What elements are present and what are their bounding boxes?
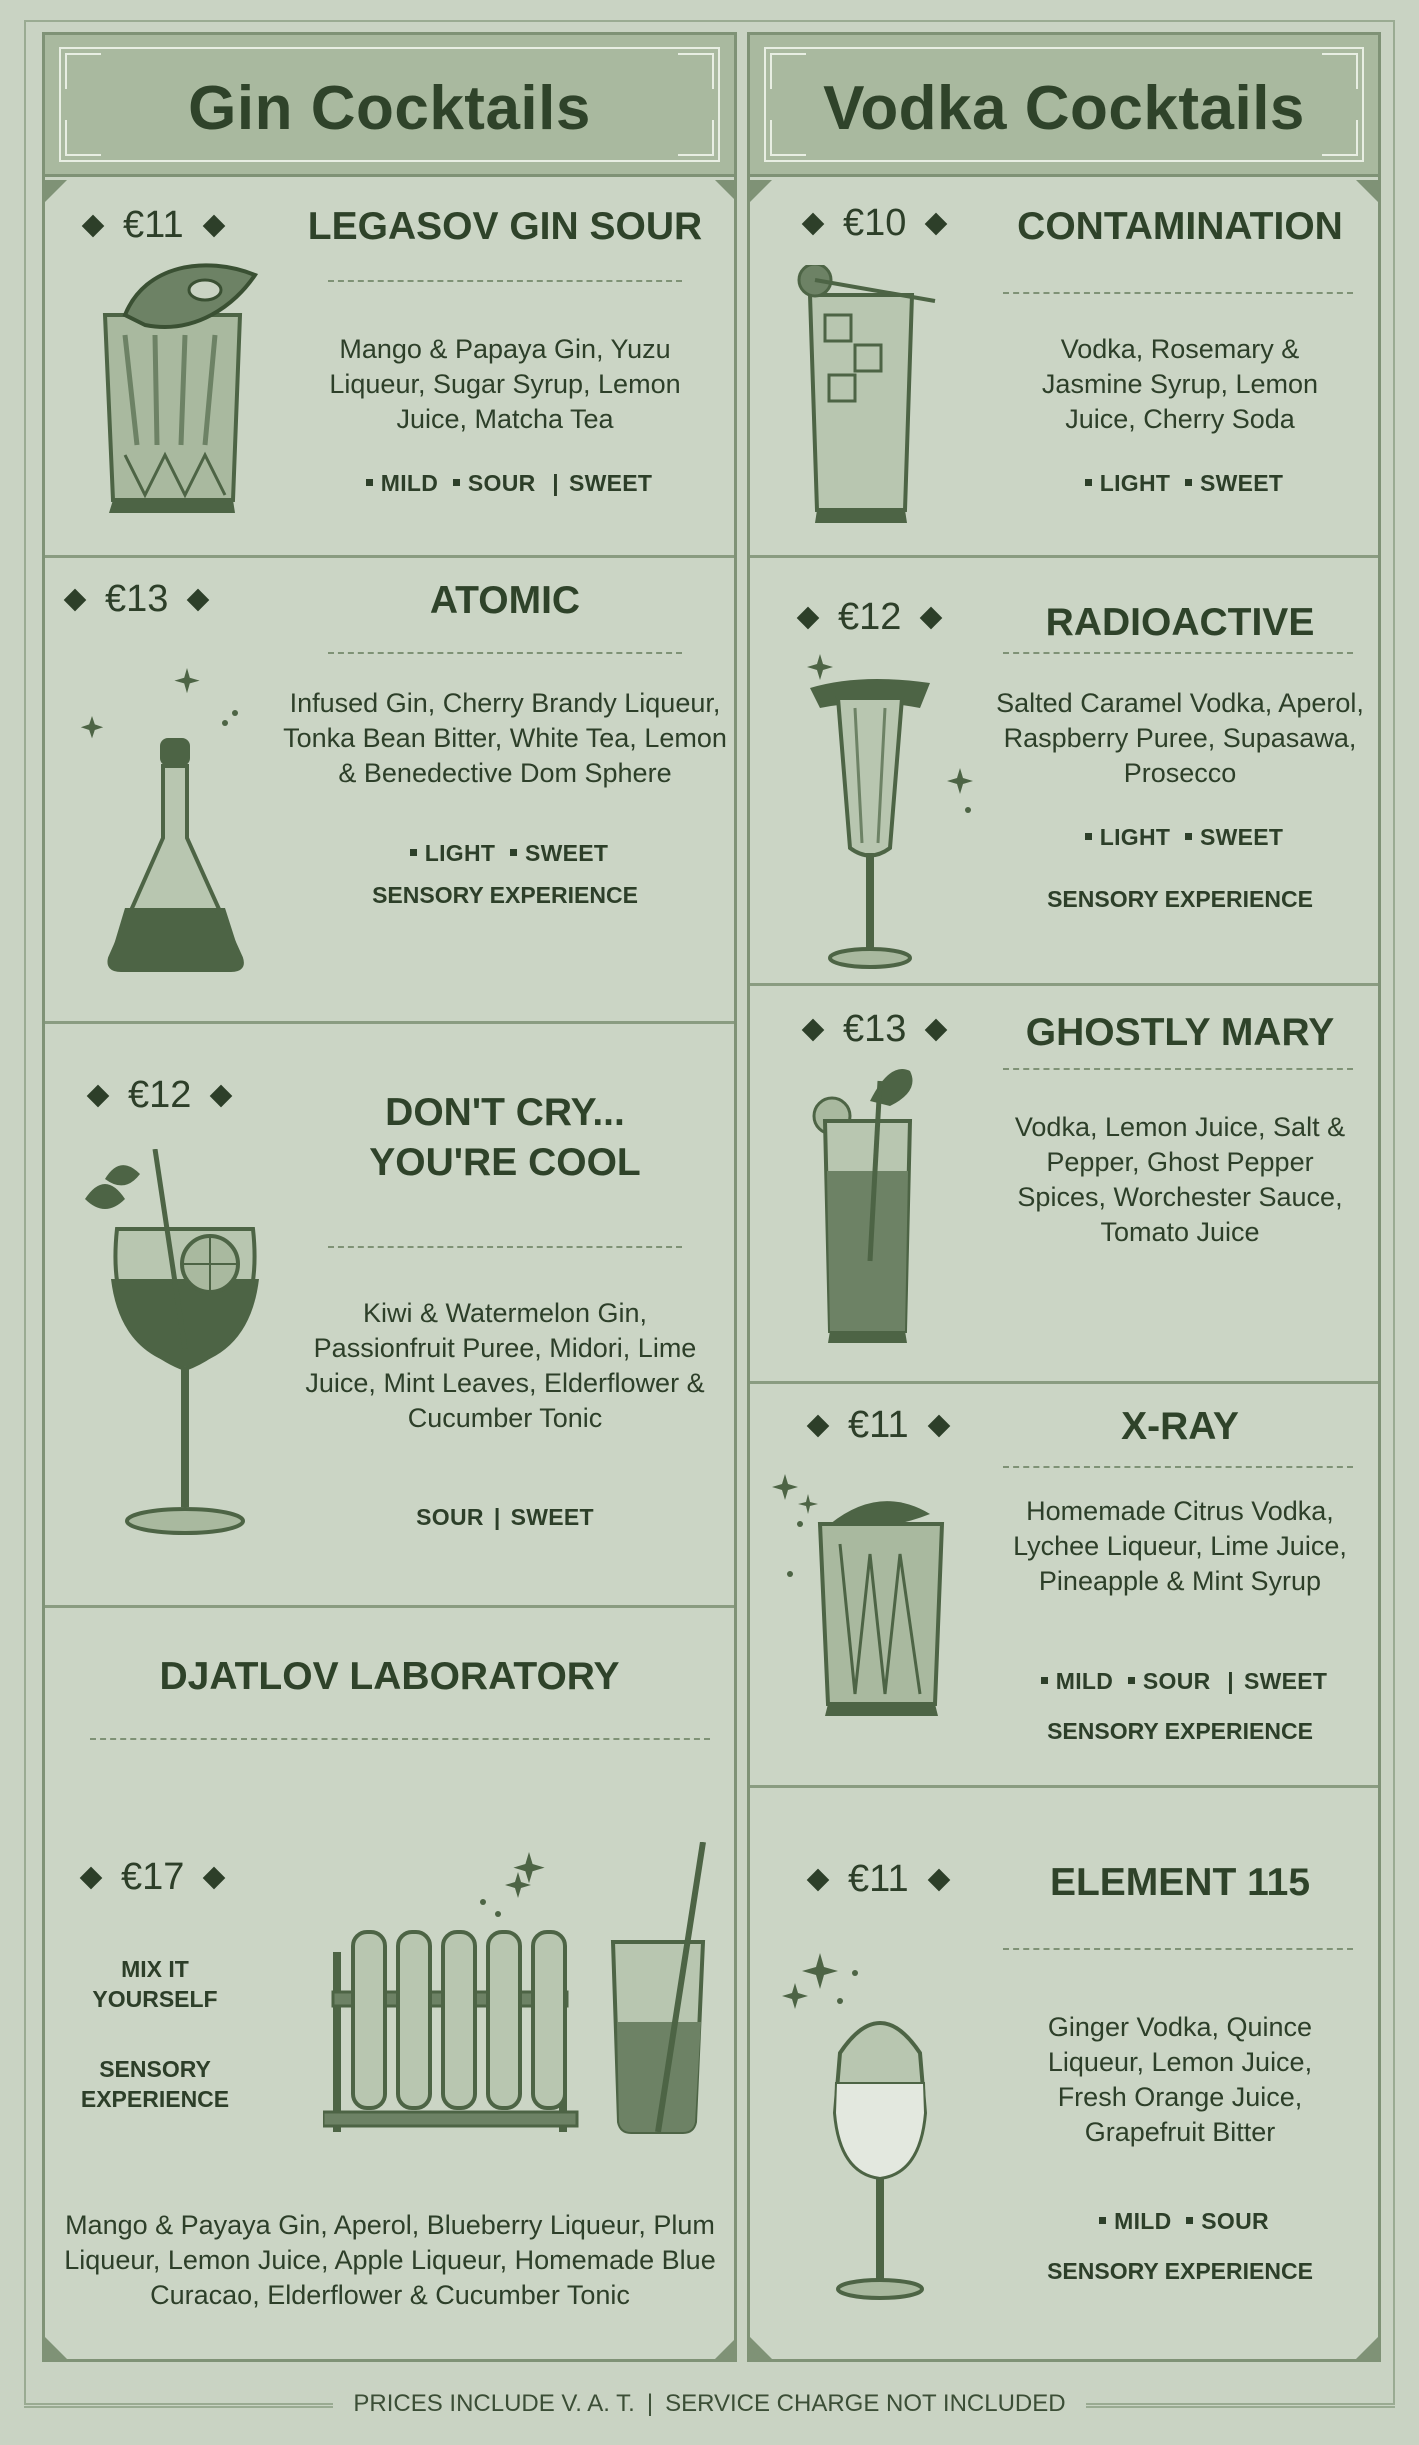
menu-item-atomic bbox=[45, 558, 734, 1024]
diamond-icon bbox=[210, 1084, 233, 1107]
taste-tags bbox=[990, 824, 1370, 851]
diamond-icon bbox=[925, 212, 948, 235]
taste-tags bbox=[285, 1504, 725, 1531]
tag: SWEET bbox=[1199, 470, 1284, 496]
sensory-label: SENSORY EXPERIENCE bbox=[1047, 1718, 1313, 1744]
diamond-icon bbox=[802, 1018, 825, 1041]
diamond-icon bbox=[807, 1414, 830, 1437]
price: €12 bbox=[838, 596, 902, 638]
taste-tags bbox=[285, 470, 725, 497]
bullet-icon bbox=[510, 849, 517, 856]
diamond-icon bbox=[203, 1866, 226, 1889]
gin-header bbox=[45, 35, 734, 177]
bullet-icon bbox=[1186, 2217, 1193, 2224]
wine-glass-with-mint-icon bbox=[75, 1149, 285, 1549]
dashed-divider bbox=[328, 652, 682, 654]
bullet-icon bbox=[1185, 833, 1192, 840]
corner-triangle bbox=[750, 180, 772, 202]
corner-triangle bbox=[1356, 180, 1378, 202]
price-row bbox=[805, 202, 944, 245]
vodka-title: Vodka Cocktails bbox=[823, 74, 1305, 143]
diamond-icon bbox=[82, 214, 105, 237]
cocktail-name: X-RAY bbox=[1121, 1405, 1239, 1448]
sensory-label bbox=[65, 2054, 245, 2114]
cocktail-description: Vodka, Lemon Juice, Salt & Pepper, Ghost Pepper Spices, Worchester Sauce, Tomato Juice bbox=[1014, 1112, 1346, 1247]
champagne-flute-icon bbox=[800, 648, 990, 978]
taste-tags bbox=[990, 470, 1370, 497]
menu-item-legasov-gin-sour bbox=[45, 180, 734, 558]
dashed-divider bbox=[1003, 1068, 1353, 1070]
bullet-icon bbox=[410, 849, 417, 856]
price: €11 bbox=[848, 1858, 909, 1900]
price-row bbox=[810, 1858, 947, 1901]
sensory-label: SENSORY EXPERIENCE bbox=[1047, 886, 1313, 912]
price-row bbox=[83, 1856, 222, 1899]
cocktail-name: ATOMIC bbox=[429, 579, 581, 622]
corner-triangle bbox=[45, 2337, 67, 2359]
tag: SWEET bbox=[524, 840, 609, 866]
tag: SWEET bbox=[568, 470, 653, 496]
cocktail-name: CONTAMINATION bbox=[1017, 205, 1343, 248]
cocktail-name: RADIOACTIVE bbox=[1045, 601, 1315, 644]
diamond-icon bbox=[797, 606, 820, 629]
round-wine-glass-icon bbox=[780, 1953, 980, 2313]
diamond-icon bbox=[927, 1868, 950, 1891]
vodka-header bbox=[750, 35, 1378, 177]
rocks-glass-with-lychee-icon bbox=[770, 1464, 970, 1724]
rocks-glass-with-papaya-icon bbox=[85, 255, 265, 515]
sensory-label: SENSORY EXPERIENCE bbox=[1047, 2258, 1313, 2284]
bullet-icon bbox=[1099, 2217, 1106, 2224]
diamond-icon bbox=[802, 212, 825, 235]
dashed-divider bbox=[328, 280, 682, 282]
diamond-icon bbox=[925, 1018, 948, 1041]
mix-it-yourself-label bbox=[65, 1954, 245, 2014]
price: €12 bbox=[128, 1074, 192, 1116]
footer-separator: | bbox=[635, 2390, 665, 2417]
tag: SWEET bbox=[510, 1504, 594, 1530]
dashed-divider bbox=[1003, 1466, 1353, 1468]
footer bbox=[24, 2390, 1395, 2424]
bullet-icon bbox=[1085, 479, 1092, 486]
price: €13 bbox=[105, 578, 169, 620]
menu-item-contamination bbox=[750, 180, 1378, 558]
diamond-icon bbox=[807, 1868, 830, 1891]
highball-glass-with-lollipop-icon bbox=[795, 265, 945, 525]
menu-item-dont-cry-youre-cool bbox=[45, 1024, 734, 1608]
corner-triangle bbox=[715, 180, 737, 202]
price-row bbox=[90, 1074, 229, 1117]
menu-item-x-ray bbox=[750, 1384, 1378, 1788]
service-charge-note: SERVICE CHARGE NOT INCLUDED bbox=[665, 2390, 1066, 2417]
tag: MILD bbox=[380, 470, 439, 496]
cocktail-description: Infused Gin, Cherry Brandy Liqueur, Tonka Bean Bitter, White Tea, Lemon & Benedective Dom Sphere bbox=[283, 688, 727, 788]
cocktail-description: Salted Caramel Vodka, Aperol, Raspberry Puree, Supasawa, Prosecco bbox=[996, 688, 1364, 788]
tag: SOUR bbox=[1142, 1668, 1211, 1694]
gin-title: Gin Cocktails bbox=[188, 74, 591, 143]
corner-triangle bbox=[45, 180, 67, 202]
diamond-icon bbox=[920, 606, 943, 629]
price-row bbox=[85, 204, 222, 247]
dashed-divider bbox=[1003, 652, 1353, 654]
gin-column bbox=[42, 32, 737, 2362]
bullet-icon bbox=[1041, 1677, 1048, 1684]
diamond-icon bbox=[87, 1084, 110, 1107]
vodka-column bbox=[747, 32, 1381, 2362]
tag: SWEET bbox=[1199, 824, 1284, 850]
tag: SOUR bbox=[1201, 2208, 1269, 2234]
corner-triangle bbox=[1356, 2337, 1378, 2359]
tag-separator: | bbox=[1227, 1668, 1234, 1694]
cocktail-description: Homemade Citrus Vodka, Lychee Liqueur, Lime Juice, Pineapple & Mint Syrup bbox=[1013, 1496, 1347, 1596]
taste-tags bbox=[990, 2208, 1370, 2235]
price-row bbox=[67, 578, 206, 621]
label-line: EXPERIENCE bbox=[80, 2086, 230, 2112]
cocktail-description: Mango & Payaya Gin, Aperol, Blueberry Liqueur, Plum Liqueur, Lemon Juice, Apple Liqueur, Homemade Blue Curacao, Elderflower & Cucumber Tonic bbox=[64, 2210, 716, 2310]
menu-item-radioactive bbox=[750, 558, 1378, 986]
bullet-icon bbox=[1185, 479, 1192, 486]
flask-icon bbox=[75, 668, 275, 998]
corner-triangle bbox=[715, 2337, 737, 2359]
price: €13 bbox=[843, 1008, 907, 1050]
tag: SOUR bbox=[416, 1504, 484, 1530]
diamond-icon bbox=[202, 214, 225, 237]
dashed-divider bbox=[328, 1246, 682, 1248]
dashed-divider bbox=[90, 1738, 710, 1740]
tag: LIGHT bbox=[1099, 470, 1171, 496]
price-row bbox=[805, 1008, 944, 1051]
tag: MILD bbox=[1055, 1668, 1114, 1694]
menu-item-ghostly-mary bbox=[750, 986, 1378, 1384]
diamond-icon bbox=[927, 1414, 950, 1437]
label-line: YOURSELF bbox=[92, 1986, 218, 2012]
cocktail-name: LEGASOV GIN SOUR bbox=[307, 205, 703, 248]
cocktail-name: DJATLOV LABORATORY bbox=[159, 1655, 620, 1698]
diamond-icon bbox=[80, 1866, 103, 1889]
cocktail-name bbox=[285, 1088, 725, 1188]
tag: LIGHT bbox=[1099, 824, 1171, 850]
tag: SWEET bbox=[1243, 1668, 1328, 1694]
footer-text bbox=[333, 2390, 1085, 2417]
bullet-icon bbox=[366, 479, 373, 486]
bullet-icon bbox=[1128, 1677, 1135, 1684]
tag: MILD bbox=[1114, 2208, 1172, 2234]
cocktail-name: GHOSTLY MARY bbox=[1025, 1011, 1335, 1054]
bloody-mary-glass-icon bbox=[810, 1061, 960, 1351]
diamond-icon bbox=[64, 588, 87, 611]
cocktail-name-line: YOU'RE COOL bbox=[369, 1141, 641, 1184]
dashed-divider bbox=[1003, 292, 1353, 294]
cocktail-name: ELEMENT 115 bbox=[1049, 1861, 1311, 1904]
tag: SOUR bbox=[467, 470, 536, 496]
label-line: SENSORY bbox=[99, 2056, 211, 2082]
price-row bbox=[800, 596, 939, 639]
tag-separator: | bbox=[552, 470, 559, 496]
tag: LIGHT bbox=[424, 840, 496, 866]
taste-tags bbox=[285, 840, 725, 867]
cocktail-description: Kiwi & Watermelon Gin, Passionfruit Puree, Midori, Lime Juice, Mint Leaves, Elderflower & Cucumber Tonic bbox=[305, 1298, 705, 1433]
sensory-label: SENSORY EXPERIENCE bbox=[372, 882, 638, 908]
label-line: MIX IT bbox=[121, 1956, 189, 1982]
price: €17 bbox=[121, 1856, 185, 1898]
cocktail-description: Vodka, Rosemary & Jasmine Syrup, Lemon Juice, Cherry Soda bbox=[1041, 334, 1319, 434]
menu-item-element-115 bbox=[750, 1788, 1378, 2368]
dashed-divider bbox=[1003, 1948, 1353, 1950]
cocktail-description: Mango & Papaya Gin, Yuzu Liqueur, Sugar Syrup, Lemon Juice, Matcha Tea bbox=[329, 334, 681, 434]
cocktail-name-line: DON'T CRY... bbox=[385, 1091, 625, 1134]
cocktail-description: Ginger Vodka, Quince Liqueur, Lemon Juice, Fresh Orange Juice, Grapefruit Bitter bbox=[1047, 2012, 1313, 2147]
price: €11 bbox=[848, 1404, 909, 1446]
taste-tags bbox=[990, 1668, 1370, 1695]
bullet-icon bbox=[453, 479, 460, 486]
price: €11 bbox=[123, 204, 184, 246]
diamond-icon bbox=[187, 588, 210, 611]
test-tubes-and-beaker-icon bbox=[323, 1842, 723, 2152]
vat-note: PRICES INCLUDE V. A. T. bbox=[353, 2390, 635, 2417]
tag-separator: | bbox=[493, 1504, 501, 1530]
price-row bbox=[810, 1404, 947, 1447]
bullet-icon bbox=[1085, 833, 1092, 840]
price: €10 bbox=[843, 202, 907, 244]
corner-triangle bbox=[750, 2337, 772, 2359]
menu-item-djatlov-laboratory bbox=[45, 1608, 734, 2368]
